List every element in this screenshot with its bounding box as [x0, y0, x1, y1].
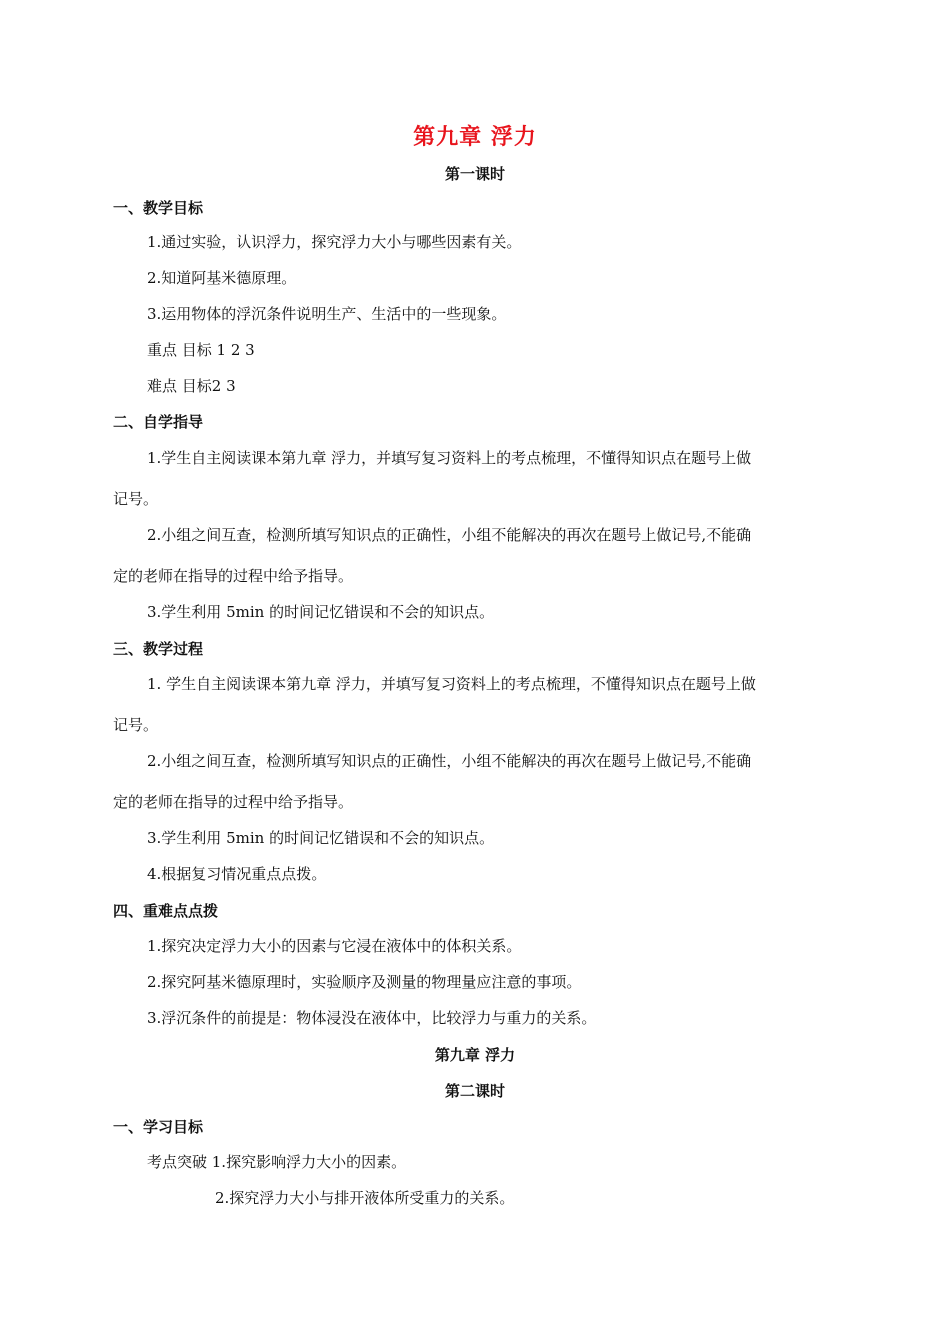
difficulty-item: 3.浮沉条件的前提是：物体浸没在液体中，比较浮力与重力的关系。 [147, 1009, 597, 1027]
section-teaching-process-heading: 三、教学过程 [113, 640, 204, 658]
self-study-paragraph-cont: 记号。 [113, 490, 159, 508]
section-teaching-goals-heading: 一、教学目标 [113, 199, 204, 217]
self-study-paragraph: 2.小组之间互查，检测所填写知识点的正确性，小组不能解决的再次在题号上做记号,不能确 [147, 526, 752, 544]
section-learning-goals-heading: 一、学习目标 [113, 1118, 204, 1136]
lesson-1-subtitle: 第一课时 [444, 165, 505, 183]
section-self-study-heading: 二、自学指导 [113, 413, 204, 431]
learning-goal-line: 考点突破 1.探究影响浮力大小的因素。 [147, 1153, 407, 1171]
process-paragraph: 2.小组之间互查，检测所填写知识点的正确性，小组不能解决的再次在题号上做记号,不能确 [147, 752, 752, 770]
process-paragraph-cont: 记号。 [113, 716, 159, 734]
self-study-paragraph: 3.学生利用 5min 的时间记忆错误和不会的知识点。 [147, 603, 495, 621]
difficulty-item: 1.探究决定浮力大小的因素与它浸在液体中的体积关系。 [147, 937, 522, 955]
lesson-2-chapter-title: 第九章 浮力 [434, 1046, 516, 1064]
key-point-line: 重点 目标 1 2 3 [147, 341, 255, 359]
process-paragraph: 3.学生利用 5min 的时间记忆错误和不会的知识点。 [147, 829, 495, 847]
process-paragraph-cont: 定的老师在指导的过程中给予指导。 [113, 793, 354, 811]
lesson-2-subtitle: 第二课时 [444, 1082, 505, 1100]
self-study-paragraph: 1.学生自主阅读课本第九章 浮力，并填写复习资料上的考点梳理，不懂得知识点在题号上做 [147, 449, 752, 467]
learning-goal-line: 2.探究浮力大小与排开液体所受重力的关系。 [215, 1189, 515, 1207]
process-paragraph: 4.根据复习情况重点点拨。 [147, 865, 327, 883]
goal-item: 2.知道阿基米德原理。 [147, 269, 297, 287]
process-paragraph: 1. 学生自主阅读课本第九章 浮力，并填写复习资料上的考点梳理，不懂得知识点在题号上做 [147, 675, 756, 693]
goal-item: 1.通过实验，认识浮力，探究浮力大小与哪些因素有关。 [147, 233, 522, 251]
difficulty-item: 2.探究阿基米德原理时，实验顺序及测量的物理量应注意的事项。 [147, 973, 582, 991]
chapter-title: 第九章 浮力 [413, 125, 537, 150]
section-key-difficulties-heading: 四、重难点点拨 [113, 902, 219, 920]
self-study-paragraph-cont: 定的老师在指导的过程中给予指导。 [113, 567, 354, 585]
goal-item: 3.运用物体的浮沉条件说明生产、生活中的一些现象。 [147, 305, 507, 323]
difficult-point-line: 难点 目标2 3 [147, 377, 236, 395]
